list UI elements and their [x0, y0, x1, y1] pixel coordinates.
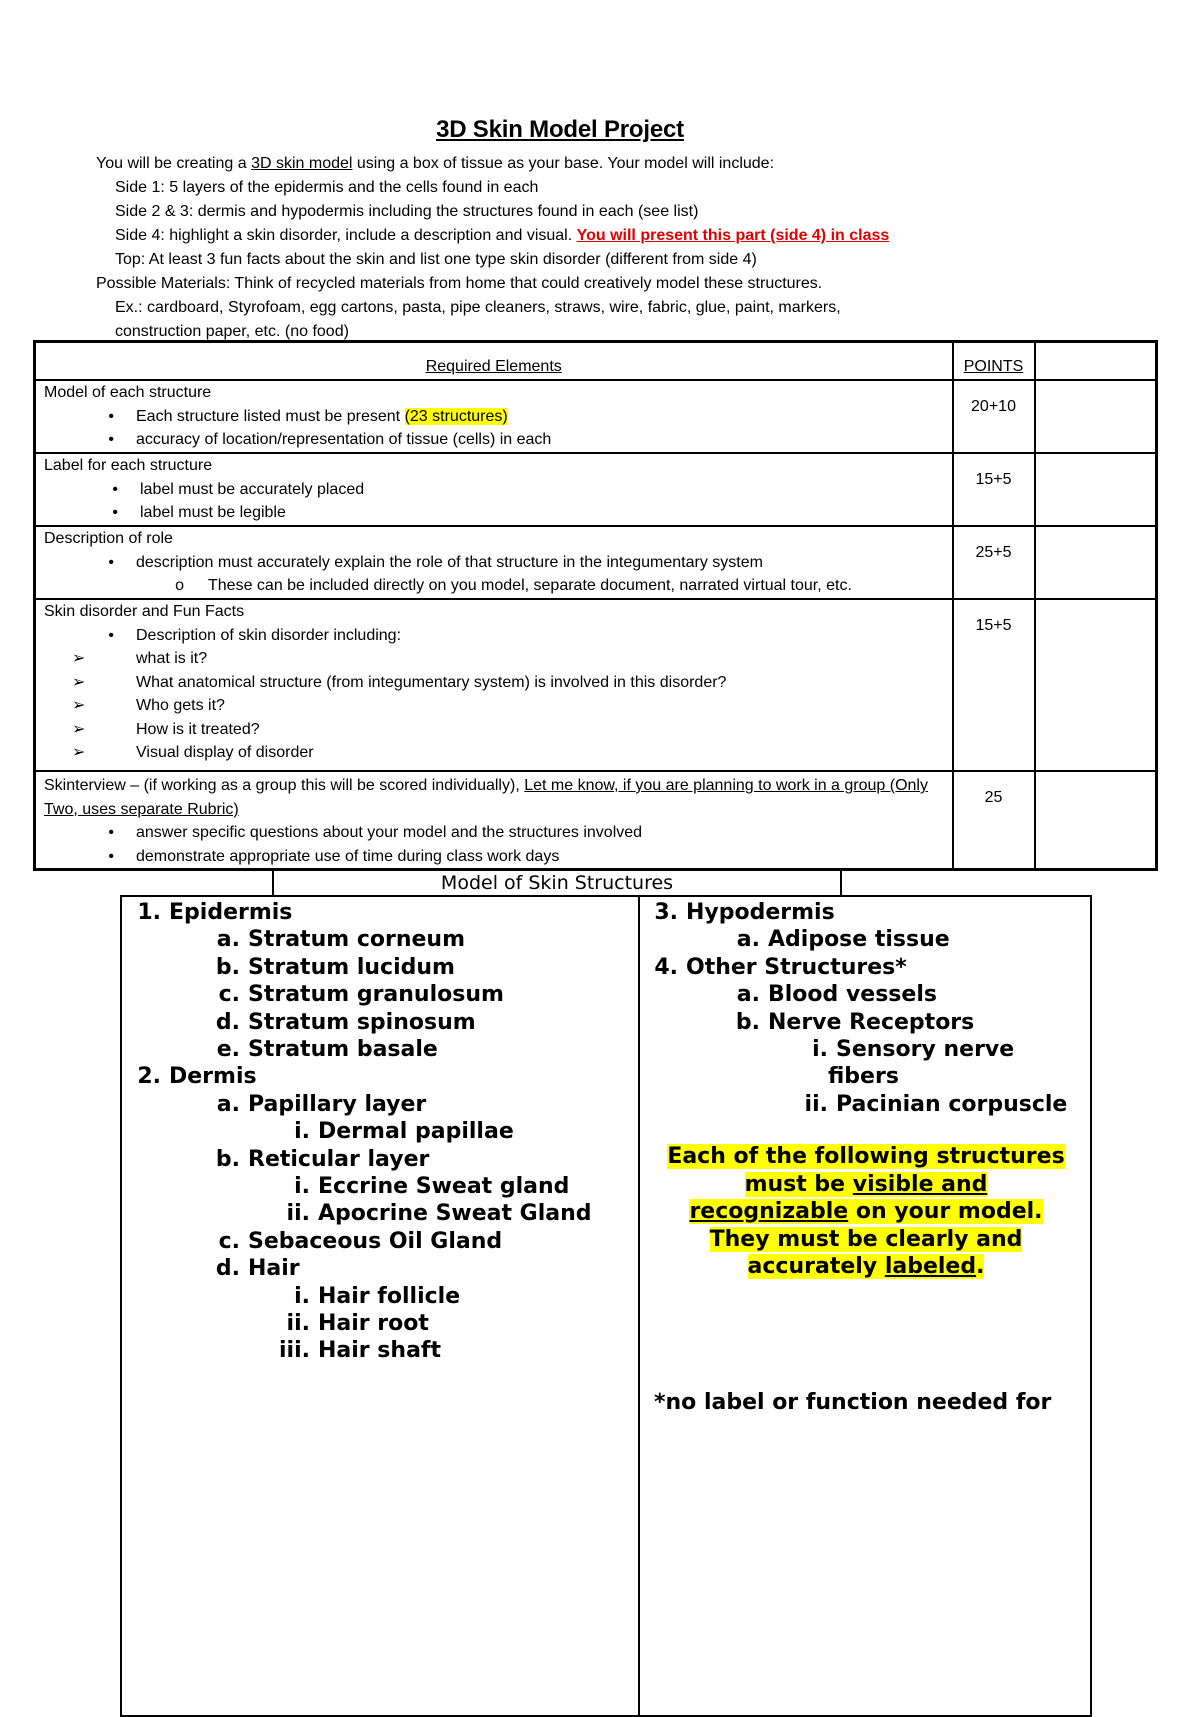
structure-name: Apocrine Sweat Gland [318, 1201, 592, 1227]
structure-number: b. [215, 954, 240, 980]
intro-examples-2: construction paper, etc. (no food) [115, 323, 349, 340]
structure-item [650, 954, 907, 982]
structure-number: ii. [804, 1091, 828, 1117]
structure-item [202, 981, 504, 1009]
structure-name: Sensory nerve [836, 1037, 1015, 1062]
structure-number: 1. [137, 900, 161, 925]
rubric-row-disorder [35, 599, 1157, 771]
structure-number: 4. [654, 954, 678, 980]
points-value: 25 [953, 771, 1035, 870]
structure-number: iii. [279, 1338, 310, 1364]
list-item: • label must be accurately placed [112, 480, 365, 498]
structure-item [202, 1228, 502, 1256]
structure-item [722, 926, 950, 954]
structure-name: Papillary layer [248, 1091, 427, 1117]
structure-item [790, 1091, 1067, 1119]
structure-number: c. [218, 982, 240, 1008]
arrow-item: ➢ Visual display of disorder [72, 744, 314, 761]
model-structures-box [120, 895, 1092, 1717]
structure-name: Reticular layer [248, 1146, 430, 1172]
structure-name: Stratum granulosum [248, 982, 504, 1008]
arrow-item: ➢ what is it? [72, 650, 208, 667]
list-item: • label must be legible [112, 504, 286, 521]
structure-number: c. [218, 1228, 240, 1254]
structure-item [133, 899, 292, 927]
row-title: Skin disorder and Fun Facts [44, 603, 245, 620]
structure-number: b. [735, 1009, 760, 1035]
score-cell [1035, 342, 1157, 381]
structure-item [202, 926, 465, 954]
arrow-item: ➢ Who gets it? [72, 697, 225, 714]
structure-item [722, 981, 937, 1009]
structure-item [270, 1200, 592, 1228]
structure-name: Stratum corneum [248, 927, 465, 953]
footnote: *no label or function needed for [654, 1390, 1052, 1415]
structure-name: Stratum spinosum [248, 1009, 476, 1035]
intro-materials: Possible Materials: Think of recycled materials from home that could creatively model these structures. [96, 275, 823, 292]
points-value: 25+5 [953, 526, 1035, 599]
rubric-header-row [35, 342, 1157, 381]
structure-name: Pacinian corpuscle [836, 1091, 1068, 1117]
structure-name: Hypodermis [686, 900, 835, 925]
points-value: 15+5 [953, 599, 1035, 771]
list-item: • description must accurately explain the role of that structure in the integumentary system [108, 553, 763, 571]
structure-item [828, 1063, 899, 1091]
visibility-note: Each of the following structures must be visible and recognizable on your model. They must be clearly and accurately labeled. [667, 1144, 1065, 1279]
structure-name: Dermal papillae [318, 1119, 514, 1145]
structure-number: 3. [654, 900, 678, 925]
arrow-item: ➢ What anatomical structure (from integumentary system) is involved in this disorder? [72, 673, 727, 691]
structure-name: Sebaceous Oil Gland [248, 1228, 503, 1254]
structures-left-column [122, 897, 640, 1715]
intro-side-2-3: Side 2 & 3: dermis and hypodermis including the structures found in each (see list) [115, 203, 699, 220]
structure-number: a. [216, 1091, 240, 1117]
arrow-item: ➢ How is it treated? [72, 720, 260, 738]
structure-item [202, 1146, 429, 1174]
structure-name: Stratum lucidum [248, 954, 455, 980]
structure-item [262, 1283, 460, 1311]
rubric-table [33, 340, 1158, 871]
structure-number: a. [736, 927, 760, 953]
intro-line-1: You will be creating a 3D skin model using a box of tissue as your base. Your model will include: [96, 155, 775, 172]
structure-number: d. [215, 1256, 240, 1282]
structure-number: i. [812, 1037, 828, 1062]
structure-name: Nerve Receptors [768, 1009, 975, 1035]
rubric-row-model [35, 380, 1157, 453]
row-title: Skinterview – (if working as a group this will be scored individually), Let me know, if you are planning to work in a group (Only Two, uses separate Rubric) [44, 777, 928, 818]
intro-side-1: Side 1: 5 layers of the epidermis and the cells found in each [115, 179, 539, 196]
structure-name: Hair shaft [318, 1338, 441, 1364]
score-cell [1035, 380, 1157, 453]
list-item: • demonstrate appropriate use of time during class work days [108, 847, 560, 865]
page-title: 3D Skin Model Project [436, 116, 684, 143]
header-points: POINTS [953, 342, 1035, 381]
structure-item [270, 1118, 514, 1146]
rubric-row-skinterview [35, 771, 1157, 870]
rubric-row-label [35, 453, 1157, 526]
sub-list-item: o These can be included directly on you model, separate document, narrated virtual tour, etc. [175, 577, 852, 594]
points-value: 15+5 [953, 453, 1035, 526]
structure-number: a. [736, 982, 760, 1008]
intro-side-4: Side 4: highlight a skin disorder, include a description and visual. You will present this part (side 4) in class [115, 227, 890, 244]
structure-item [202, 1091, 426, 1119]
structure-item [202, 1255, 300, 1283]
structure-name: Hair [248, 1256, 300, 1282]
intro-top: Top: At least 3 fun facts about the skin and list one type skin disorder (different from side 4) [115, 251, 757, 268]
score-cell [1035, 771, 1157, 870]
list-item: • answer specific questions about your model and the structures involved [108, 824, 643, 841]
structure-name: Epidermis [169, 900, 293, 925]
structures-right-column [640, 897, 1092, 1715]
structure-name: Dermis [169, 1064, 257, 1090]
structure-name: Blood vessels [768, 982, 937, 1008]
rubric-row-description [35, 526, 1157, 599]
structure-item [722, 1009, 974, 1037]
structure-name: Eccrine Sweat gland [318, 1174, 570, 1199]
structure-name: Stratum basale [248, 1037, 438, 1062]
structure-name: fibers [828, 1064, 899, 1090]
structure-item [202, 954, 455, 982]
structure-number: ii. [286, 1201, 310, 1227]
structure-number: i. [294, 1119, 310, 1145]
structure-number: i. [294, 1174, 310, 1199]
structure-item [650, 899, 835, 927]
structure-name: Other Structures* [686, 954, 907, 980]
row-title: Model of each structure [44, 384, 212, 401]
structure-item [202, 1009, 476, 1037]
structure-name: Adipose tissue [768, 927, 950, 953]
list-item: • Description of skin disorder including: [108, 626, 402, 644]
structure-name: Hair follicle [318, 1283, 461, 1309]
structure-item [262, 1337, 441, 1365]
structure-number: ii. [286, 1311, 310, 1336]
structure-number: d. [215, 1009, 240, 1035]
header-required-elements: Required Elements [35, 342, 953, 381]
list-item: • accuracy of location/representation of tissue (cells) in each [108, 431, 552, 448]
structure-number: e. [216, 1037, 240, 1062]
row-title: Label for each structure [44, 457, 213, 474]
structure-item [790, 1036, 1014, 1064]
points-value: 20+10 [953, 380, 1035, 453]
structure-item [202, 1036, 438, 1064]
model-section-title: Model of Skin Structures [272, 869, 842, 895]
list-item: • Each structure listed must be present (23 structures) [108, 407, 508, 425]
structure-number: i. [294, 1283, 310, 1309]
structure-number: b. [215, 1146, 240, 1172]
score-cell [1035, 526, 1157, 599]
structure-item [133, 1063, 257, 1091]
score-cell [1035, 599, 1157, 771]
structure-item [262, 1310, 429, 1338]
structure-name: Hair root [318, 1311, 429, 1336]
structure-number: a. [216, 927, 240, 953]
intro-examples-1: Ex.: cardboard, Styrofoam, egg cartons, pasta, pipe cleaners, straws, wire, fabric, glue, paint, markers, [115, 299, 841, 316]
score-cell [1035, 453, 1157, 526]
structure-number: 2. [137, 1064, 161, 1090]
structure-item [270, 1173, 569, 1201]
row-title: Description of role [44, 530, 173, 547]
